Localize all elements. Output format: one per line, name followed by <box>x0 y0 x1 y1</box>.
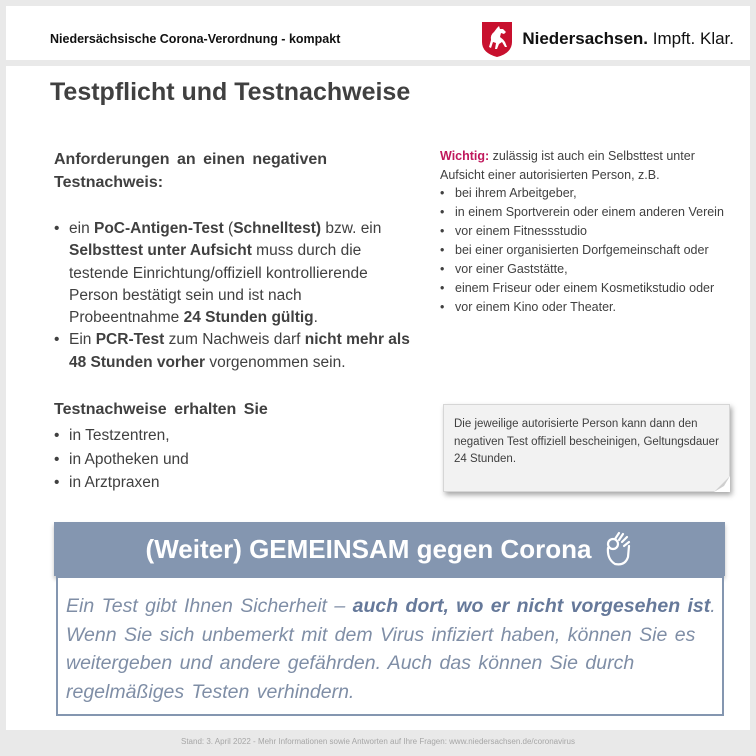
important-intro <box>440 147 730 184</box>
text-run: zum Nachweis darf <box>164 331 305 349</box>
footer: Stand: 3. April 2022 - Mehr Informationen sowie Antworten auf Ihre Fragen: www.niedersachsen.de/coronavirus <box>181 737 575 746</box>
list-item: • in Apotheken und <box>54 448 354 472</box>
text-run: Ein <box>69 331 96 349</box>
important-box <box>440 147 730 317</box>
callout-text <box>66 592 718 706</box>
list-item: • vor einer Gaststätte, <box>440 260 730 279</box>
text-run: ein <box>69 220 94 237</box>
text-run: . <box>313 309 318 327</box>
header-title: Niedersächsische Corona-Verordnung - kompakt <box>50 32 341 46</box>
list-item: • vor einem Kino oder Theater. <box>440 298 730 317</box>
list-item <box>54 329 414 374</box>
brand-logo <box>480 20 734 58</box>
page-curl-icon <box>714 476 730 492</box>
list-item: • bei ihrem Arbeitgeber, <box>440 184 730 203</box>
brand-text <box>522 29 734 49</box>
emphasis-text: 24 Stunden gültig <box>183 309 314 327</box>
emphasis-text: Schnelltest) <box>233 220 322 237</box>
emphasis-text: auch dort, wo er nicht vorgesehen ist <box>352 595 711 617</box>
emphasis-text: PCR-Test <box>95 331 165 349</box>
list-item: • in Testzentren, <box>54 424 354 448</box>
page-title: Testpflicht und Testnachweise <box>50 78 411 106</box>
list-item: • bei einer organisierten Dorfgemeinschaft oder <box>440 241 730 260</box>
brand-name: Niedersachsen. <box>522 29 649 48</box>
important-label: Wichtig: <box>440 149 490 163</box>
list-item: • in Arztpraxen <box>54 471 354 495</box>
text-run: Ein Test gibt Ihnen Sicherheit – <box>66 595 353 617</box>
header-bar <box>6 6 750 60</box>
text-run: ( <box>223 220 234 237</box>
niedersachsen-horse-icon <box>480 20 514 58</box>
text-run: bzw. ein <box>321 220 382 237</box>
note-text: Die jeweilige autorisierte Person kann dann den negativen Test offiziell bescheinigen, Geltungsdauer 24 Stunden. <box>454 418 719 465</box>
important-list <box>440 184 730 317</box>
important-text: zulässig ist auch ein Selbsttest unter Aufsicht einer autorisierten Person, z.B. <box>440 149 695 182</box>
requirements-list <box>54 218 414 374</box>
note-box <box>443 404 730 492</box>
list-item <box>54 218 414 329</box>
text-run: vorgenommen sein. <box>205 353 346 371</box>
emphasis-text: nicht mehr als 48 Stunden vorher <box>69 331 410 371</box>
banner <box>54 522 725 576</box>
emphasis-text: Selbsttest unter Aufsicht <box>69 242 252 260</box>
requirements-heading: Anforderungen an einen negativen Testnachweis: <box>54 151 328 191</box>
text-run: . Wenn Sie sich unbemerkt mit dem Virus infiziert haben, können Sie es weitergeben und andere gefährden. Auch das können Sie durch regelmäßiges Testen verhindern. <box>66 595 716 703</box>
brand-tagline: Impft. Klar. <box>652 29 734 48</box>
list-item: • vor einem Fitnessstudio <box>440 222 730 241</box>
callout-box <box>56 576 724 716</box>
obtain-list <box>54 424 354 495</box>
list-item: • einem Friseur oder einem Kosmetikstudio oder <box>440 279 730 298</box>
text-run: muss durch die testende Einrichtung/offiziell kontrollierende Person bestätigt sein und ist nach Probeentnahme <box>69 242 368 327</box>
banner-text: (Weiter) GEMEINSAM gegen Corona <box>145 533 592 564</box>
list-item: • in einem Sportverein oder einem anderen Verein <box>440 203 730 222</box>
ok-hand-icon <box>601 531 633 567</box>
emphasis-text: PoC-Antigen-Test <box>94 220 224 237</box>
obtain-heading: Testnachweise erhalten Sie <box>54 401 268 418</box>
